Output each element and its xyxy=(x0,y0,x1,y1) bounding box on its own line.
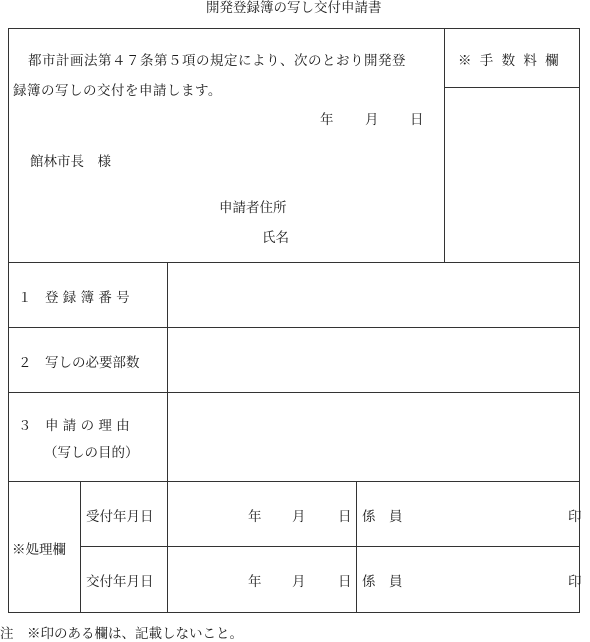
item-reason-sub: （写しの目的） xyxy=(44,445,139,461)
issue-staff-label: 係 員 xyxy=(362,574,403,590)
reason-field[interactable] xyxy=(168,393,579,480)
receipt-date-month: 月 xyxy=(292,509,306,525)
footnote: 注 ※印のある欄は、記載しないこと。 xyxy=(0,626,243,642)
addressee: 館林市長 様 xyxy=(30,154,111,170)
applicant-name-label: 氏名 xyxy=(262,230,289,246)
row-divider-5 xyxy=(80,546,580,547)
issue-date-day: 日 xyxy=(338,574,352,590)
registry-number-field[interactable] xyxy=(168,263,579,326)
issue-date-label: 交付年月日 xyxy=(86,574,154,590)
processing-staff-divider xyxy=(356,481,357,613)
copies-field[interactable] xyxy=(168,328,579,391)
receipt-date-year: 年 xyxy=(248,509,262,525)
processing-label: ※処理欄 xyxy=(12,542,66,558)
application-body-line1: 都市計画法第４７条第５項の規定により、次のとおり開発登 xyxy=(28,53,406,69)
item-registry-number-label: １ 登 録 簿 番 号 xyxy=(18,290,130,306)
issue-date-year: 年 xyxy=(248,574,262,590)
applicant-address-label: 申請者住所 xyxy=(219,200,287,216)
fee-column-label: ※ 手 数 料 欄 xyxy=(458,53,561,69)
row-divider-4 xyxy=(8,481,580,482)
fee-stamp-area xyxy=(445,88,579,261)
receipt-date-day: 日 xyxy=(338,509,352,525)
receipt-staff-label: 係 員 xyxy=(362,509,403,525)
issue-date-month: 月 xyxy=(292,574,306,590)
application-date-year: 年 xyxy=(320,112,334,128)
item-copies-label: ２ 写しの必要部数 xyxy=(18,355,140,371)
application-date-day: 日 xyxy=(410,112,424,128)
item-reason-label: ３ 申 請 の 理 由 xyxy=(18,418,130,434)
applicant-name-field[interactable] xyxy=(300,222,438,246)
application-body-line2: 録簿の写しの交付を申請します。 xyxy=(13,83,222,99)
form-title: 開発登録簿の写し交付申請書 xyxy=(206,0,382,16)
receipt-date-label: 受付年月日 xyxy=(86,509,154,525)
processing-label-divider xyxy=(80,481,81,613)
application-date-field[interactable] xyxy=(280,104,430,128)
processing-date-divider xyxy=(167,481,168,613)
receipt-seal: 印 xyxy=(568,509,582,525)
application-date-month: 月 xyxy=(365,112,379,128)
applicant-address-field[interactable] xyxy=(300,192,438,216)
issue-seal: 印 xyxy=(568,574,582,590)
